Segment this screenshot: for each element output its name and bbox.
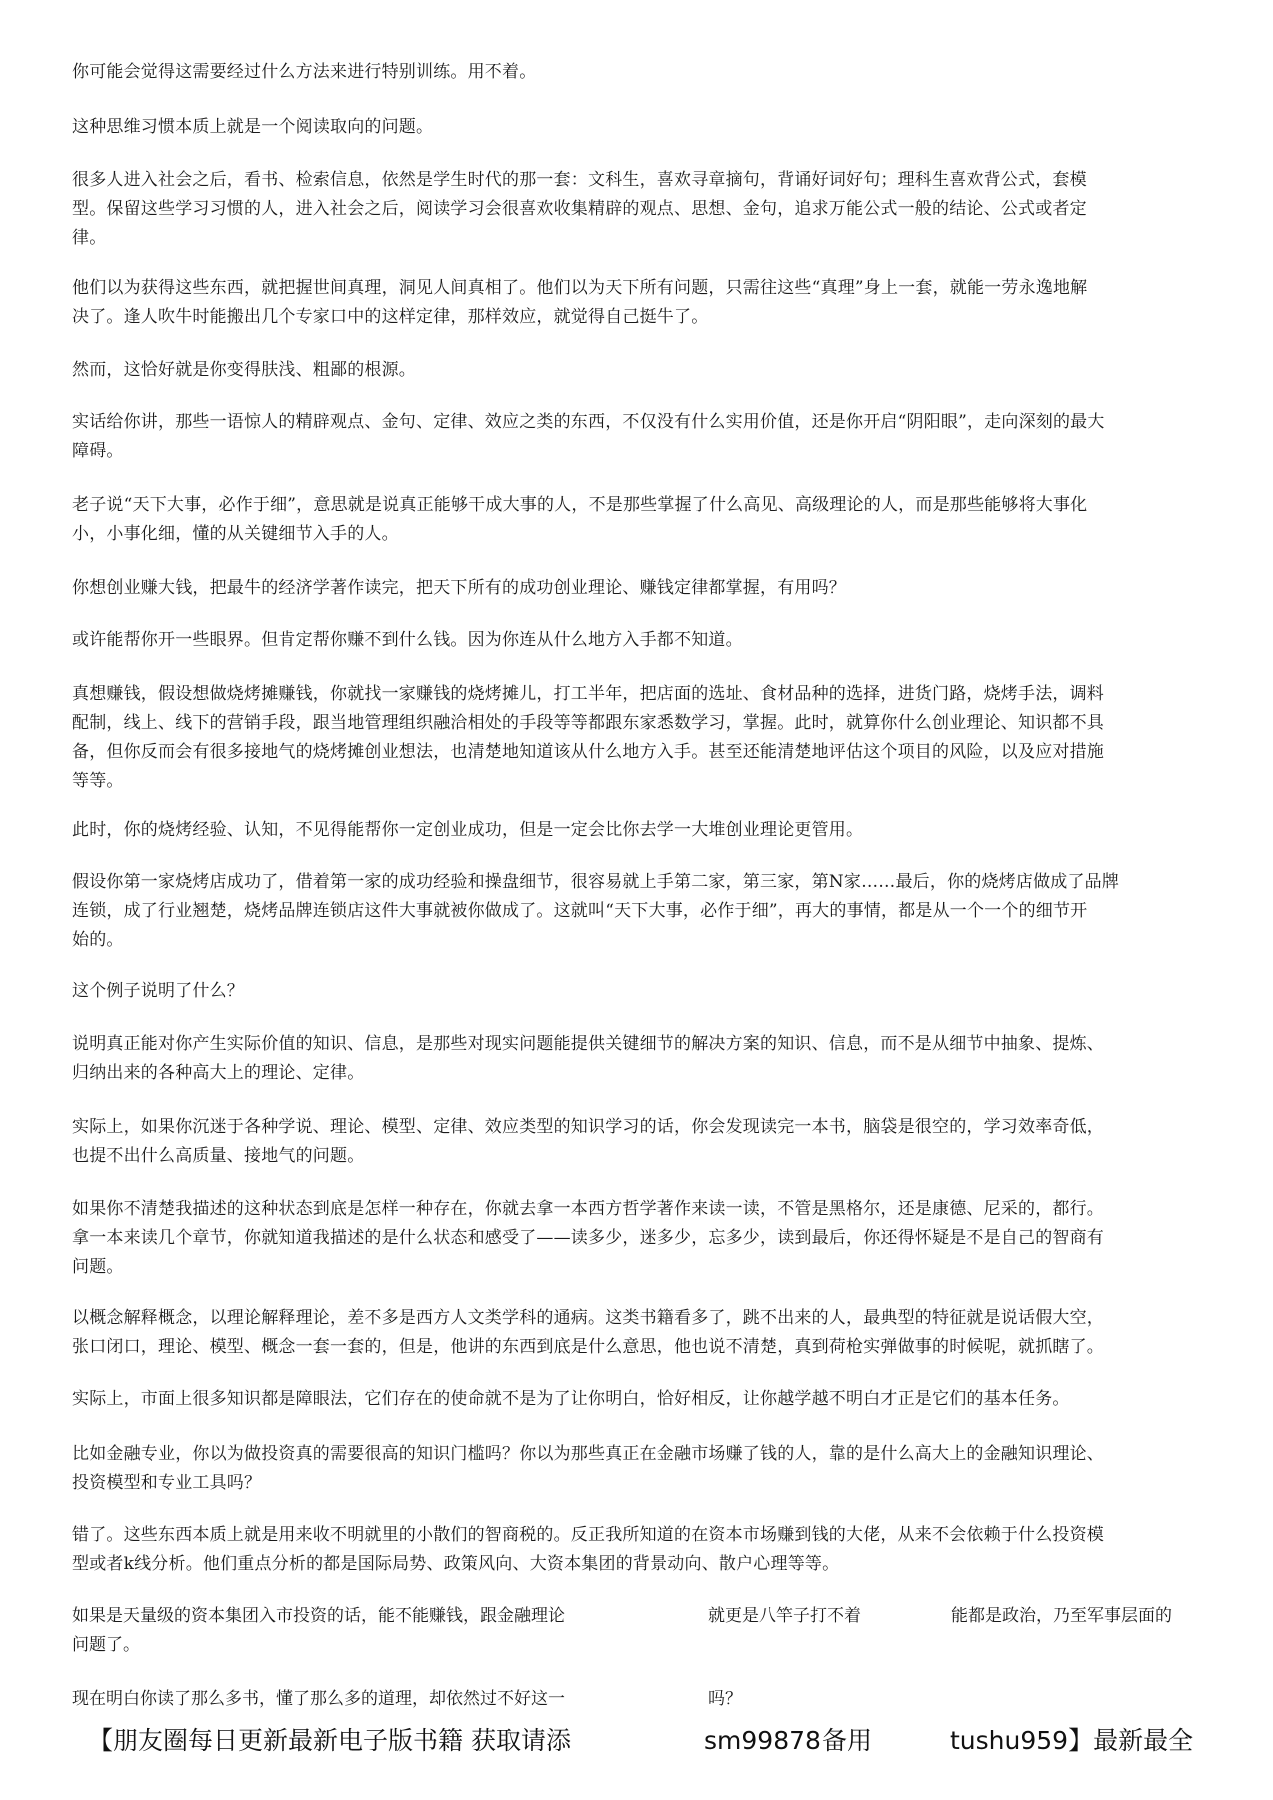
text-line: 律。 [72, 228, 107, 248]
text-line: 实话给你讲，那些一语惊人的精辟观点、金句、定律、效应之类的东西，不仅没有什么实用价值，还是你开启“阴阳眼”，走向深刻的最大 [72, 412, 1105, 432]
text-line: 备，但你反而会有很多接地气的烧烤摊创业想法，也清楚地知道该从什么地方入手。甚至还能清楚地评估这个项目的风险，以及应对措施 [72, 742, 1104, 762]
paragraph-14 [72, 1030, 1212, 1088]
paragraph-5 [72, 356, 1212, 385]
footer-backup-id: tushu959】最新最全 [950, 1726, 1194, 1755]
text-line: 问题。 [72, 1257, 124, 1277]
text-line: 也提不出什么高质量、接地气的问题。 [72, 1146, 365, 1166]
paragraph-19 [72, 1440, 1212, 1498]
text-line: 或许能帮你开一些眼界。但肯定帮你赚不到什么钱。因为你连从什么地方入手都不知道。 [72, 630, 743, 650]
text-line: 决了。逢人吹牛时能搬出几个专家口中的这样定律，那样效应，就觉得自己挺牛了。 [72, 307, 709, 327]
paragraph-20 [72, 1521, 1212, 1579]
paragraph-7 [72, 491, 1212, 549]
text-line: 连锁，成了行业翘楚，烧烤品牌连锁店这件大事就被你做成了。这就叫“天下大事，必作于细”，再大的事情，都是从一个一个的细节开 [72, 901, 1088, 921]
text-line: 这个例子说明了什么？ [72, 981, 244, 1001]
broken-paragraph-2-fragment-b: 吗？ [708, 1689, 742, 1709]
footer-contact-id: sm99878 [704, 1726, 821, 1755]
text-line: 以概念解释概念，以理论解释理论，差不多是西方人文类学科的通病。这类书籍看多了，跳不出来的人，最典型的特征就是说话假大空， [72, 1308, 1104, 1328]
text-line: 型或者k线分析。他们重点分析的都是国际局势、政策风向、大资本集团的背景动向、散户心理等等。 [72, 1554, 840, 1574]
paragraph-13 [72, 977, 1212, 1006]
text-line: 然而，这恰好就是你变得肤浅、粗鄙的根源。 [72, 360, 416, 380]
broken-paragraph-1-fragment-c: 能都是政治，乃至军事层面的 [951, 1606, 1172, 1626]
paragraph-4 [72, 274, 1212, 332]
text-line: 障碍。 [72, 441, 124, 461]
text-line: 实际上，市面上很多知识都是障眼法，它们存在的使命就不是为了让你明白，恰好相反，让你越学越不明白才正是它们的基本任务。 [72, 1389, 1070, 1409]
text-line: 拿一本来读几个章节，你就知道我描述的是什么状态和感受了——读多少，迷多少，忘多少，读到最后，你还得怀疑是不是自己的智商有 [72, 1228, 1104, 1248]
paragraph-12 [72, 868, 1212, 955]
paragraph-15 [72, 1113, 1212, 1171]
text-line: 说明真正能对你产生实际价值的知识、信息，是那些对现实问题能提供关键细节的解决方案的知识、信息，而不是从细节中抽象、提炼、 [72, 1034, 1104, 1054]
text-line: 他们以为获得这些东西，就把握世间真理，洞见人间真相了。他们以为天下所有问题，只需往这些“真理”身上一套，就能一劳永逸地解 [72, 278, 1088, 298]
text-line: 你想创业赚大钱，把最牛的经济学著作读完，把天下所有的成功创业理论、赚钱定律都掌握，有用吗？ [72, 578, 846, 598]
text-line: 很多人进入社会之后，看书、检索信息，依然是学生时代的那一套：文科生，喜欢寻章摘句，背诵好词好句；理科生喜欢背公式，套模 [72, 170, 1087, 190]
text-line: 实际上，如果你沉迷于各种学说、理论、模型、定律、效应类型的知识学习的话，你会发现读完一本书，脑袋是很空的，学习效率奇低， [72, 1117, 1104, 1137]
text-line: 比如金融专业，你以为做投资真的需要很高的知识门槛吗？你以为那些真正在金融市场赚了钱的人，靠的是什么高大上的金融知识理论、 [72, 1444, 1104, 1464]
text-line: 投资模型和专业工具吗？ [72, 1473, 262, 1493]
broken-paragraph-1-fragment-a: 如果是天量级的资本集团入市投资的话，能不能赚钱，跟金融理论 [72, 1606, 565, 1626]
paragraph-1 [72, 58, 1212, 87]
text-line: 型。保留这些学习习惯的人，进入社会之后，阅读学习会很喜欢收集精辟的观点、思想、金句，追求万能公式一般的结论、公式或者定 [72, 199, 1087, 219]
paragraph-3 [72, 166, 1212, 253]
text-line: 假设你第一家烧烤店成功了，借着第一家的成功经验和操盘细节，很容易就上手第二家，第三家，第N家……最后，你的烧烤店做成了品牌 [72, 872, 1120, 892]
paragraph-2 [72, 113, 1212, 142]
text-line: 老子说“天下大事，必作于细”，意思就是说真正能够干成大事的人，不是那些掌握了什么高见、高级理论的人，而是那些能够将大事化 [72, 495, 1088, 515]
broken-paragraph-2-fragment-a: 现在明白你读了那么多书，懂了那么多的道理，却依然过不好这一 [72, 1689, 565, 1709]
paragraph-16 [72, 1195, 1212, 1282]
text-line: 小，小事化细，懂的从关键细节入手的人。 [72, 524, 399, 544]
text-line: 张口闭口，理论、模型、概念一套一套的，但是，他讲的东西到底是什么意思，他也说不清楚，真到荷枪实弹做事的时候呢，就抓瞎了。 [72, 1337, 1104, 1357]
paragraph-10 [72, 680, 1212, 796]
text-line: 你可能会觉得这需要经过什么方法来进行特别训练。用不着。 [72, 62, 537, 82]
broken-paragraph-1-fragment-b: 就更是八竿子打不着 [708, 1606, 861, 1626]
text-line: 错了。这些东西本质上就是用来收不明就里的小散们的智商税的。反正我所知道的在资本市场赚到钱的大佬，从来不会依赖于什么投资模 [72, 1525, 1104, 1545]
paragraph-8 [72, 574, 1212, 603]
text-line: 真想赚钱，假设想做烧烤摊赚钱，你就找一家赚钱的烧烤摊儿，打工半年，把店面的选址、食材品种的选择，进货门路，烧烤手法，调料 [72, 684, 1104, 704]
footer-backup-label: 备用 [822, 1726, 873, 1755]
paragraph-18 [72, 1385, 1212, 1414]
text-line: 这种思维习惯本质上就是一个阅读取向的问题。 [72, 117, 434, 137]
text-line: 归纳出来的各种高大上的理论、定律。 [72, 1063, 365, 1083]
broken-paragraph-1-line-2: 问题了。 [72, 1635, 140, 1655]
text-line: 如果你不清楚我描述的这种状态到底是怎样一种存在，你就去拿一本西方哲学著作来读一读，不管是黑格尔，还是康德、尼采的，都行。 [72, 1199, 1104, 1219]
footer-promo-text: 【朋友圈每日更新最新电子版书籍 获取请添 [88, 1726, 571, 1755]
text-line: 等等。 [72, 771, 124, 791]
paragraph-6 [72, 408, 1212, 466]
paragraph-17 [72, 1304, 1212, 1362]
text-line: 配制，线上、线下的营销手段，跟当地管理组织融洽相处的手段等等都跟东家悉数学习，掌握。此时，就算你什么创业理论、知识都不具 [72, 713, 1104, 733]
paragraph-11 [72, 816, 1212, 845]
text-line: 此时，你的烧烤经验、认知，不见得能帮你一定创业成功，但是一定会比你去学一大堆创业理论更管用。 [72, 820, 864, 840]
paragraph-9 [72, 626, 1212, 655]
text-line: 始的。 [72, 930, 124, 950]
